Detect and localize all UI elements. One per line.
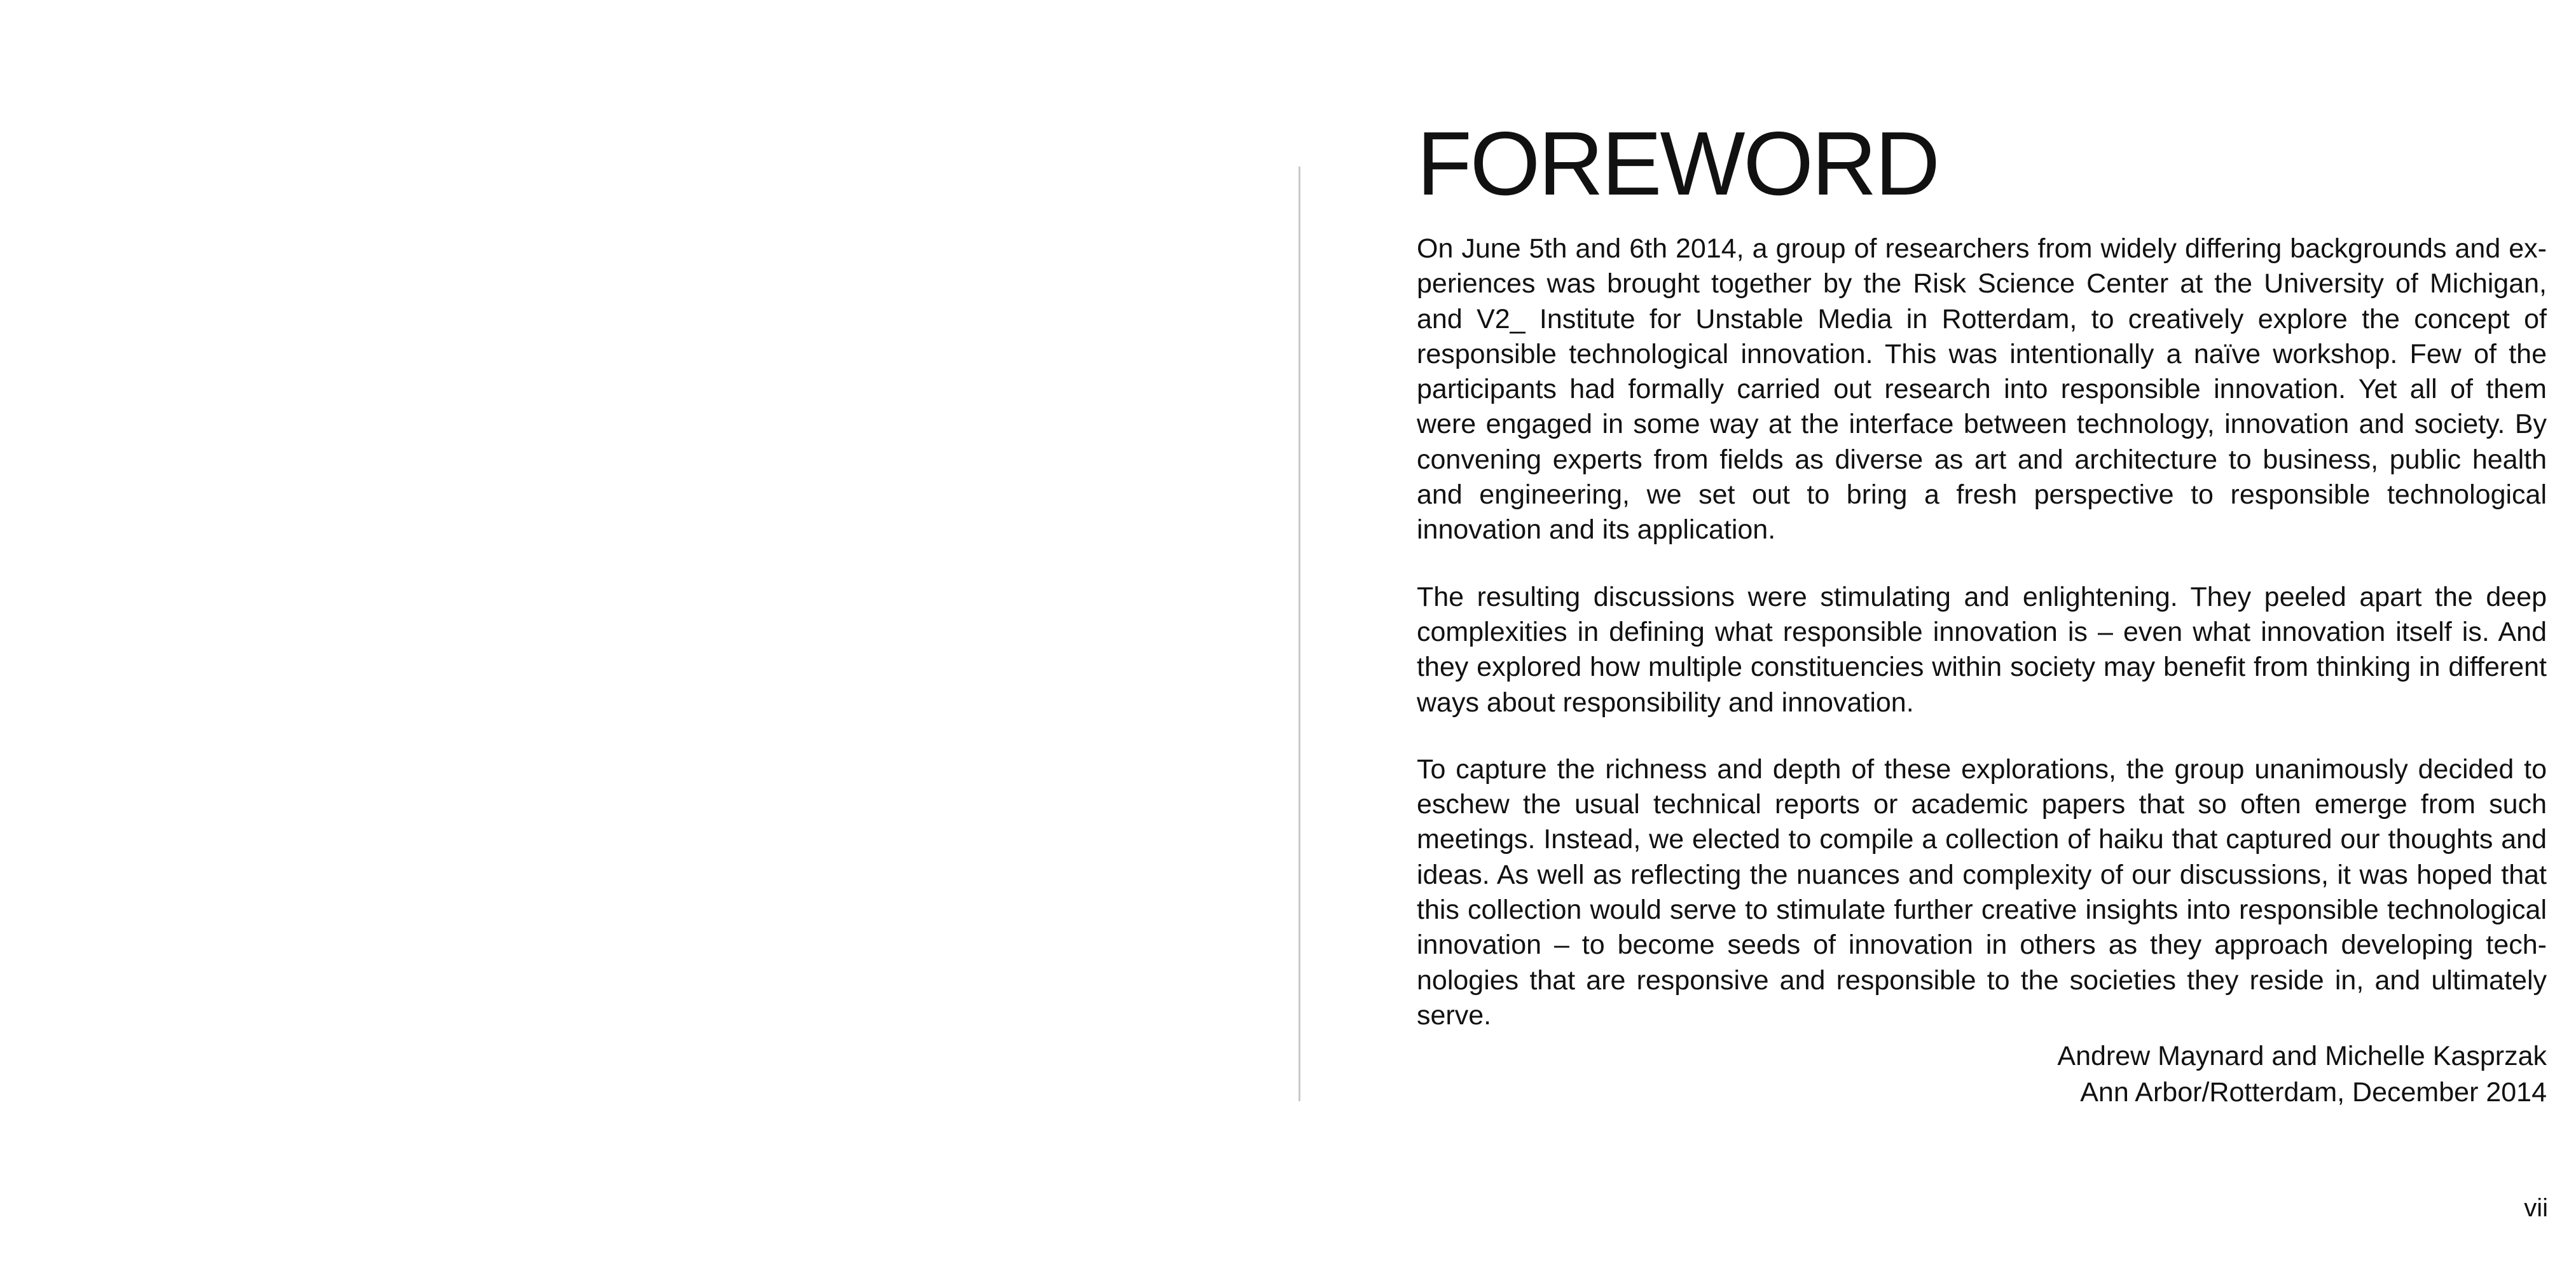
- page-title: FOREWORD: [1417, 113, 1939, 214]
- signature-block: [1417, 1038, 2547, 1111]
- right-page: [1417, 0, 2549, 1264]
- page-number: vii: [2524, 1194, 2548, 1222]
- paragraph-3: To capture the richness and depth of these explorations, the group unanimously decided to eschew the usual technical reports or academic papers that so often emerge from such meetings. Instead, we elected to compile a collection of haiku that captured our thoughts and ideas. As well as reflecting the nuances and complexity of our discussions, it was hoped that this collection would serve to stimulate further creative insights into responsible technological innovation – to become seeds of innovation in others as they approach developing technologies that are responsive and responsible to the societies they reside in, and ultimately serve.: [1417, 753, 2547, 1031]
- gutter-divider: [1298, 167, 1300, 1101]
- signature-place-date: Ann Arbor/Rotterdam, December 2014: [2080, 1077, 2547, 1108]
- paragraph-2: The resulting discussions were stimulating and enlightening. They peeled apart the deep complexities in defining what responsible innovation is – even what innovation itself is. And they explored how multiple constituencies within society may benefit from thinking in different ways about responsibility and innovation.: [1417, 581, 2547, 718]
- foreword-body: [1417, 231, 2547, 1111]
- paragraph-1: On June 5th and 6th 2014, a group of researchers from widely differing backgrounds and experiences was brought together by the Risk Science Center at the University of Michigan, and V2_ Institute for Unstable Media in Rotterdam, to creatively explore the concept of responsible technological innovation. This was intentionally a naïve workshop. Few of the participants had formally carried out research into responsible innovation. Yet all of them were engaged in some way at the interface between technology, innovation and society. By convening experts from fields as diverse as art and architecture to business, public health and engineering, we set out to bring a fresh perspective to responsible technological innovation and its application.: [1417, 233, 2547, 546]
- signature-authors: Andrew Maynard and Michelle Kasprzak: [2057, 1041, 2547, 1072]
